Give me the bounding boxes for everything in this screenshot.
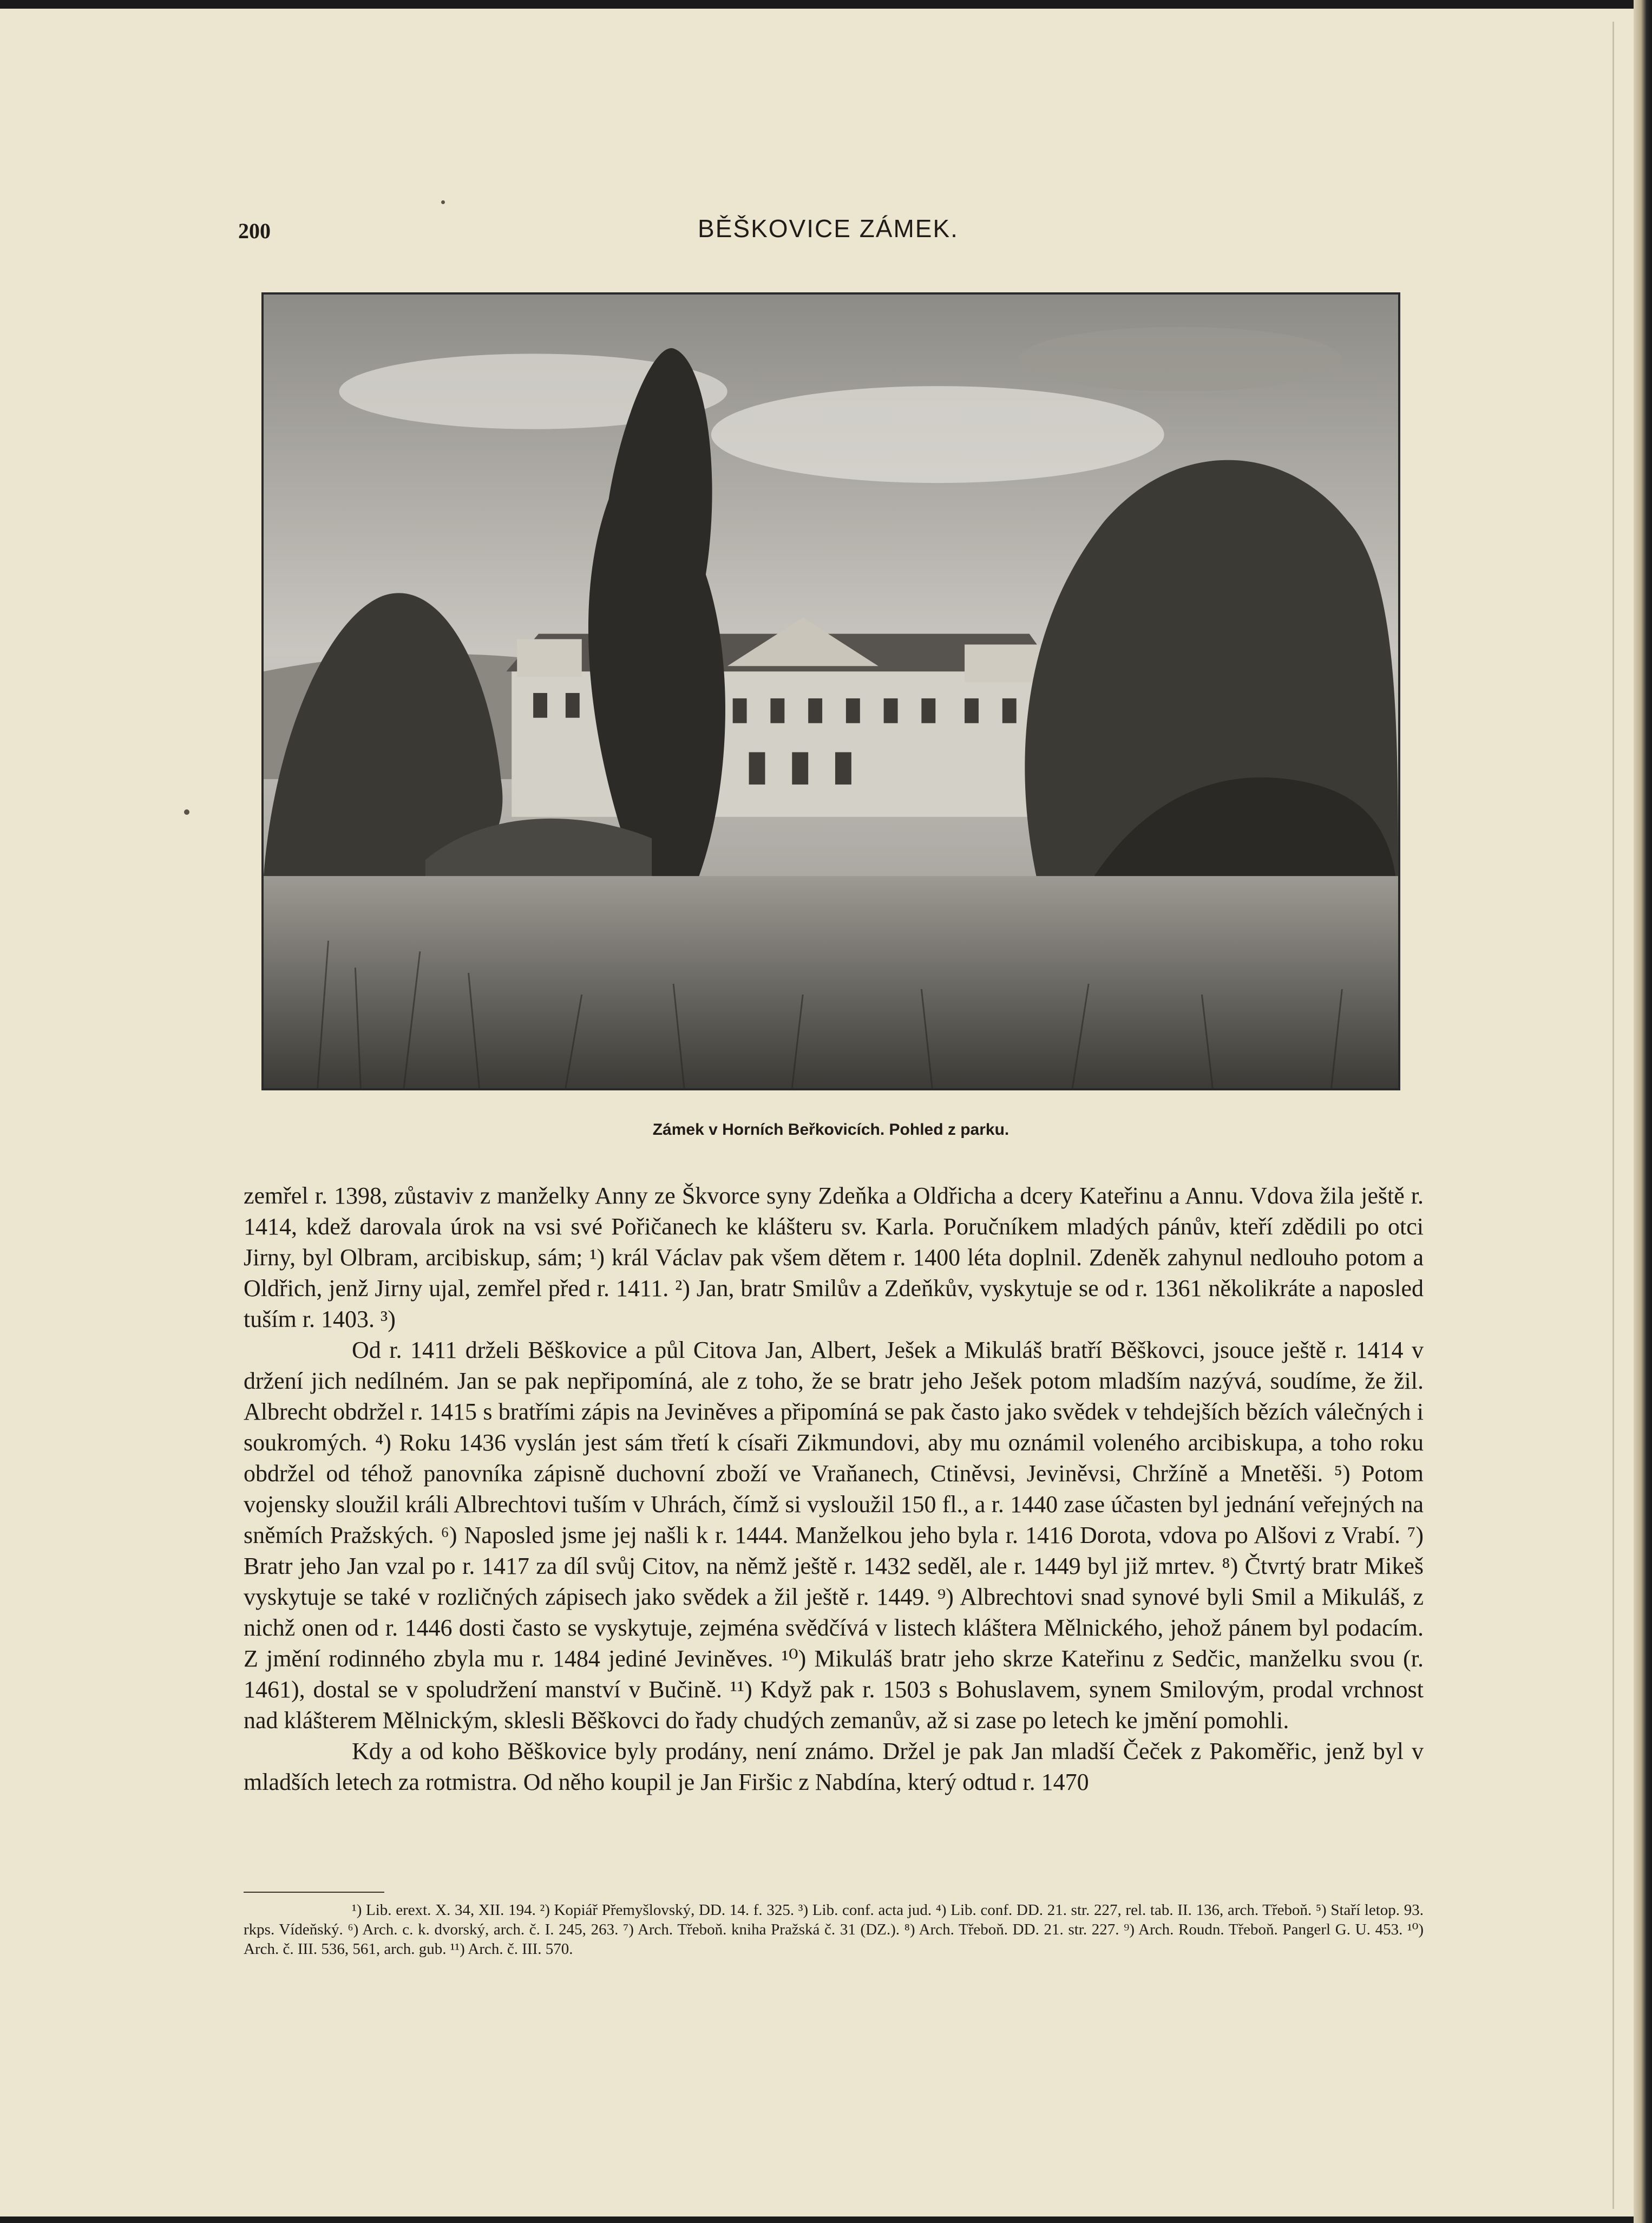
- footnote-text: ¹) Lib. erext. X. 34, XII. 194. ²) Kopiář Přemyšlovský, DD. 14. f. 325. ³) Lib. conf. acta jud. ⁴) Lib. conf. DD. 21. str. 227, rel. tab. II. 136, arch. Třeboň. ⁵) Staří letop. 93. rkps. Vídeňský. ⁶) Arch. c. k. dvorský, arch. č. I. 245, 263. ⁷) Arch. Třeboň. kniha Pražská č. 31 (DZ.). ⁸) Arch. Třeboň. DD. 21. str. 227. ⁹) Arch. Roudn. Třeboň. Pangerl G. U. 453. ¹⁰) Arch. č. III. 536, 561, arch. gub. ¹¹) Arch. č. III. 570.: [244, 1901, 1424, 1958]
- scan-top-edge: [0, 0, 1652, 9]
- paper-speck: [184, 809, 189, 815]
- engraving-castle-park-illustration: [264, 295, 1398, 1088]
- castle-illustration: [261, 292, 1400, 1090]
- figure-caption: Zámek v Horních Beřkovicích. Pohled z parku.: [652, 1121, 1009, 1139]
- paragraph: zemřel r. 1398, zůstaviv z manželky Anny ze Škvorce syny Zdeňka a Oldřicha a dcery Kateřinu a Annu. Vdova žila ještě r. 1414, kdež darovala úrok na vsi své Pořičanech ke klášteru sv. Karla. Poručníkem mladých pánův, kteří zdědili po otci Jirny, byl Olbram, arcibiskup, sám; ¹) král Václav pak všem dětem r. 1400 léta doplnil. Zdeněk zahynul nedlouho potom a Oldřich, jenž Jirny ujal, zemřel před r. 1411. ²) Jan, bratr Smilův a Zdeňkův, vyskytuje se od r. 1361 několikráte a naposled tuším r. 1403. ³): [244, 1182, 1424, 1332]
- paragraph: Kdy a od koho Běškovice byly prodány, není známo. Držel je pak Jan mladší Čeček z Pakoměřic, jenž byl v mladších letech za rotmistra. Od něho koupil je Jan Firšic z Nabdína, který odtud r. 1470: [244, 1738, 1424, 1795]
- footnotes: [244, 1900, 1424, 1959]
- page-fold-shadow: [1612, 22, 1614, 2209]
- footnote-divider: [244, 1892, 384, 1893]
- paragraph: Od r. 1411 drželi Běškovice a půl Citova Jan, Albert, Ješek a Mikuláš bratří Běškovci, jsouce ještě r. 1414 v držení jich nedílném. Jan se pak nepřipomíná, ale z toho, že se bratr jeho Ješek potom mladším nazývá, soudíme, že žil. Albrecht obdržel r. 1415 s bratřími zápis na Jeviněves a připomíná se pak často jako svědek v tehdejších bězích válečných i soukromých. ⁴) Roku 1436 vyslán jest sám třetí k císaři Zikmundovi, aby mu oznámil voleného arcibiskupa, a toho roku obdržel od téhož panovníka zápisně duchovní zboží ve Vraňanech, Ctiněvsi, Jeviněvsi, Chržíně a Mnetěši. ⁵) Potom vojensky sloužil králi Albrechtovi tuším v Uhrách, čímž si vysloužil 150 fl., a r. 1440 zase účasten byl jednání veřejných na sněmích Pražských. ⁶) Naposled jsme jej našli k r. 1444. Manželkou jeho byla r. 1416 Dorota, vdova po Alšovi z Vrabí. ⁷) Bratr jeho Jan vzal po r. 1417 za díl svůj Citov, na němž ještě r. 1432 seděl, ale r. 1449 byl již mrtev. ⁸) Čtvrtý bratr Mikeš vyskytuje se také v rozličných zápisech jako svědek a žil ještě r. 1449. ⁹) Albrechtovi snad synové byli Smil a Mikuláš, z nichž onen od r. 1446 dosti často se vyskytuje, zejména svědčívá v listech kláštera Mělnického, jehož pánem byl podacím. Z jmění rodinného zbyla mu r. 1484 jediné Jeviněves. ¹⁰) Mikuláš bratr jeho skrze Kateřinu z Sedčic, manželku svou (r. 1461), dostal se v spoludržení manství v Bučině. ¹¹) Když pak r. 1503 s Bohuslavem, synem Smilovým, prodal vrchnost nad klášterem Mělnickým, sklesli Běškovci do řady chudých zemanův, až si zase po letech ke jmění pomohli.: [244, 1337, 1424, 1734]
- page-header: [238, 214, 1418, 252]
- scan-bottom-edge: [0, 2217, 1652, 2223]
- scan-right-edge: [1634, 0, 1652, 2223]
- running-title: BĚŠKOVICE ZÁMEK.: [698, 214, 959, 243]
- paper-speck: [441, 200, 445, 204]
- page-number: 200: [238, 219, 271, 243]
- body-text: [244, 1180, 1424, 1797]
